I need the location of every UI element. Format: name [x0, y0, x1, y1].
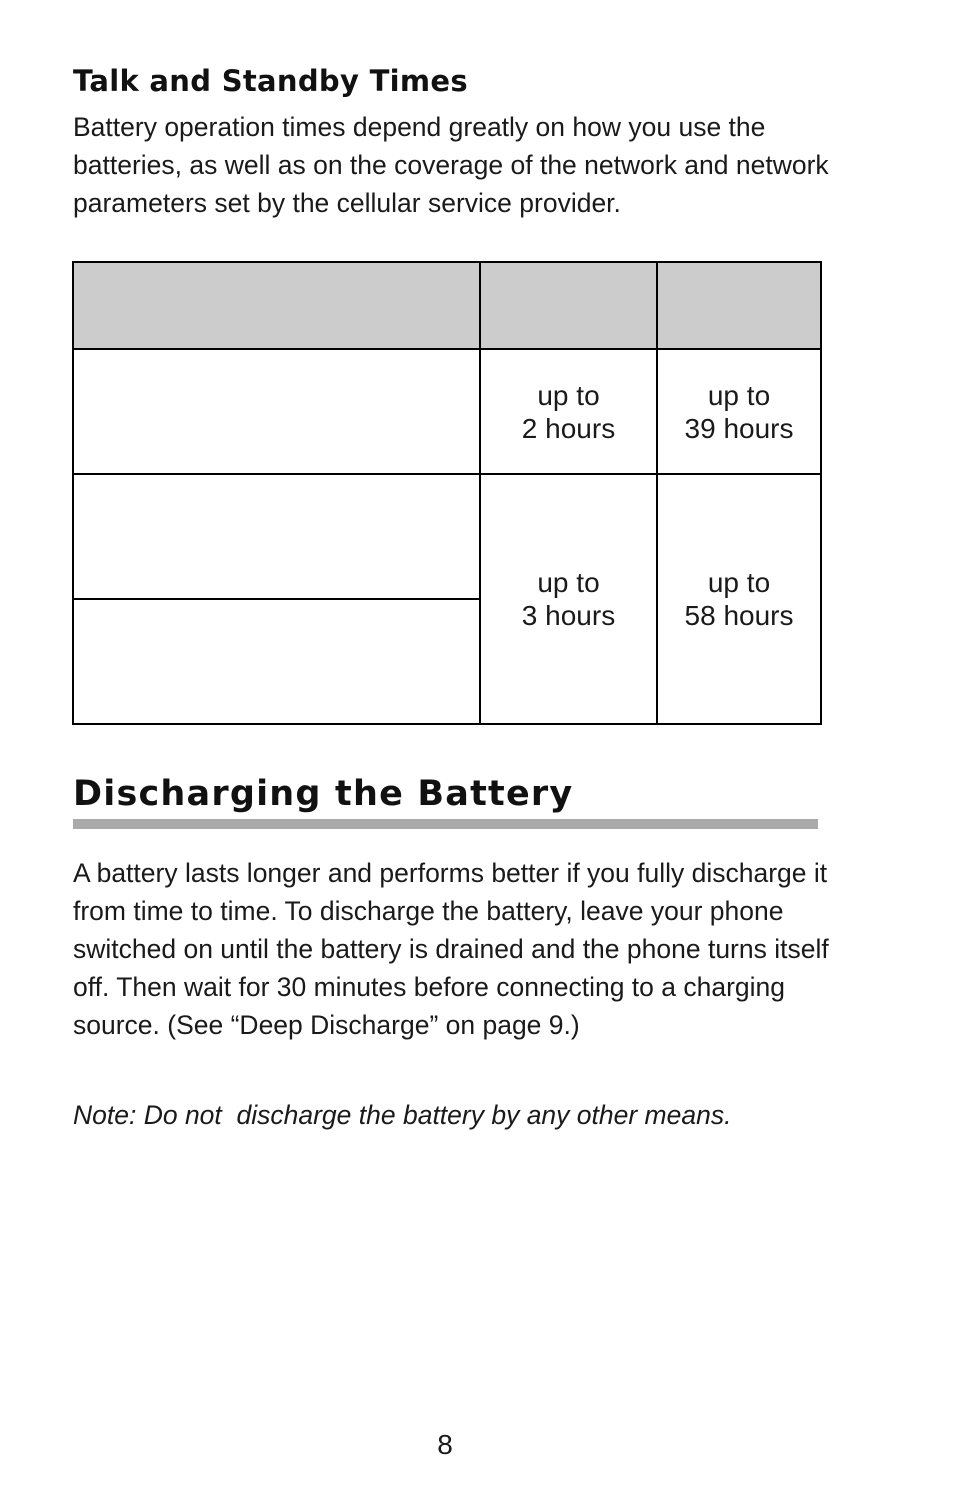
discharge-note: Note: Do not discharge the battery by any other means. — [73, 1100, 732, 1130]
cell-line: up to — [707, 567, 771, 598]
section-heading-talk-standby: Talk and Standby Times — [73, 64, 468, 98]
cell-line: 58 hours — [684, 600, 794, 631]
intro-paragraph: Battery operation times depend greatly on how you use the batteries, as well as on the coverage of the network and network parameters set by the cellular service provider. — [73, 112, 829, 218]
table-cell-label — [73, 349, 480, 474]
cell-line: up to — [707, 379, 771, 411]
table-cell-label — [73, 474, 480, 599]
table-header-cell — [480, 262, 657, 349]
cell-line: 2 hours — [521, 412, 616, 444]
cell-line: 39 hours — [684, 412, 794, 444]
table-cell-standby-time — [657, 474, 821, 724]
table-header-row — [73, 262, 821, 349]
cell-line: up to — [537, 379, 600, 411]
section-rule — [73, 819, 818, 829]
table-cell-label — [73, 599, 480, 724]
table-row — [73, 474, 821, 599]
discharge-paragraph: A battery lasts longer and performs better if you fully discharge it from time to time. To discharge the battery, leave your phone switched on until the battery is drained and the phone turns itself off. Then wait for 30 minutes before connecting to a charging source. (See “Deep Discharge” on page 9.) — [73, 858, 829, 1040]
section-heading-discharging: Discharging the Battery — [73, 774, 574, 814]
table-row — [73, 349, 821, 474]
cell-line: up to — [537, 567, 600, 598]
table-cell-standby-time — [657, 349, 821, 474]
table-header-cell — [657, 262, 821, 349]
page-number: 8 — [437, 1429, 453, 1460]
table-cell-talk-time — [480, 349, 657, 474]
table-cell-talk-time — [480, 474, 657, 724]
talk-standby-table — [72, 261, 822, 725]
table-header-cell — [73, 262, 480, 349]
cell-line: 3 hours — [521, 600, 616, 631]
